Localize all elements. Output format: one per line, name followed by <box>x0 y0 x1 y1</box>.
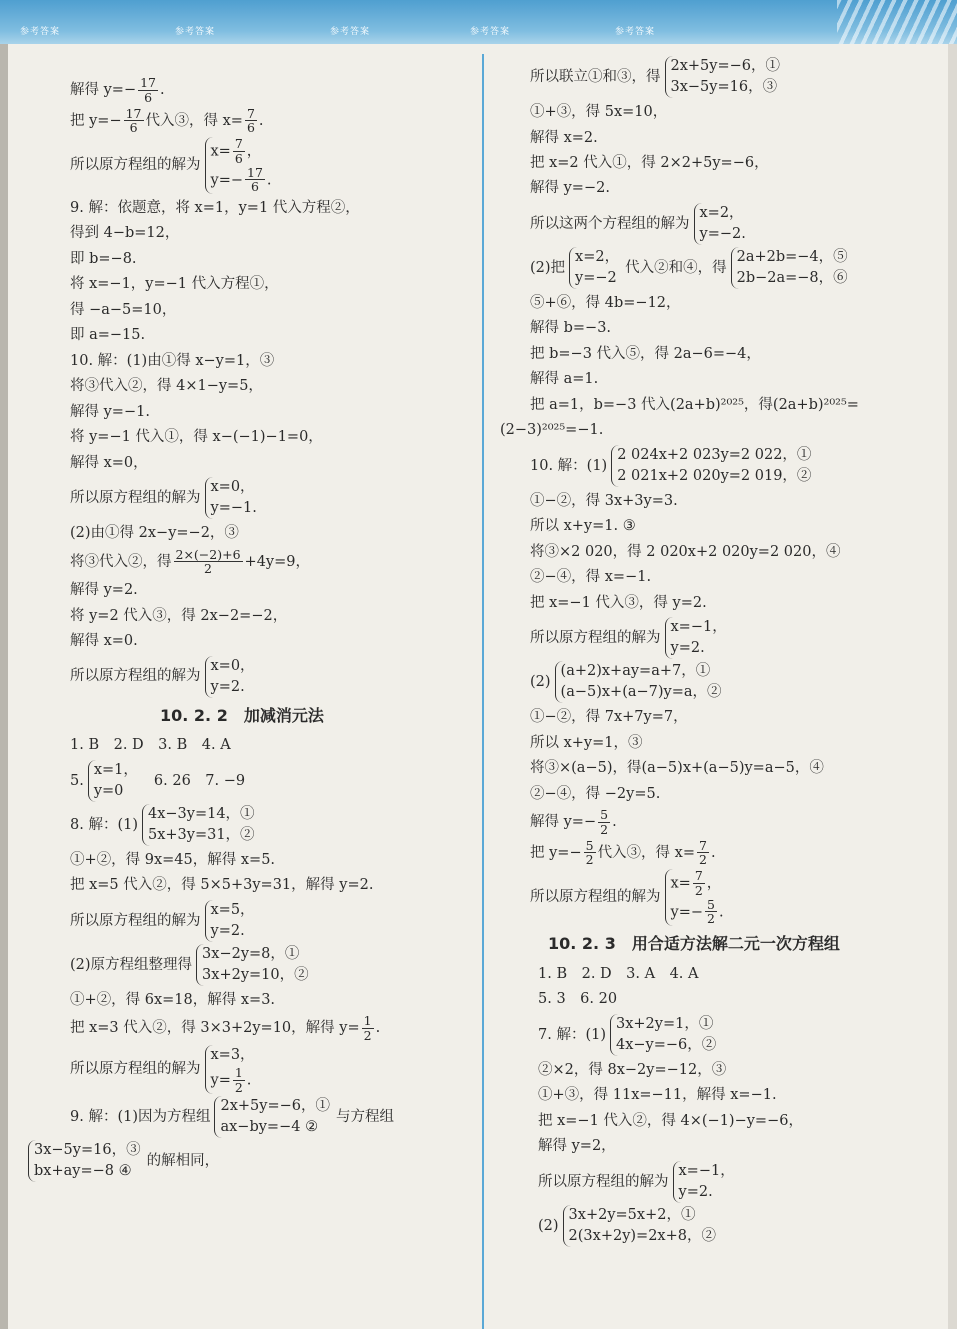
text-line: ①+③，得 11x=−11，解得 x=−1. <box>538 1087 777 1104</box>
text-line: 把 x=−1 代入③，得 y=2. <box>530 594 707 611</box>
equation-system: x=−1， y=2. <box>673 1161 737 1203</box>
text-line: ②−④，得 x=−1. <box>530 569 652 586</box>
header-stripes <box>837 0 957 44</box>
right-column <box>500 54 938 1249</box>
section-heading: 10. 2. 3 用合适方法解二元一次方程组 <box>548 934 840 954</box>
text-line: 所以 x+y=1，③ <box>530 734 643 751</box>
page-edge <box>0 44 8 1329</box>
text-line: 解得 y=− $\frac{17}{6}$ . <box>70 75 165 105</box>
fraction: $\frac{17}{6}$ <box>125 105 142 136</box>
fraction: $\frac{5}{2}$ <box>585 837 594 868</box>
equation-system: x= $\frac{7}{6}$ ， y=− $\frac{17}{6}$ . <box>205 137 274 194</box>
text-line: 解得 x=2. <box>530 129 598 146</box>
text-line: ①+③，得 5x=10， <box>530 104 668 121</box>
text-line: 把 y=− $\frac{5}{2}$ 代入③，得 x= $\frac{7}{2}$ . <box>530 837 716 868</box>
text-line: 把 a=1，b=−3 代入(2a+b)²⁰²⁵，得(2a+b)²⁰²⁵= <box>530 396 859 413</box>
equation-system: x=1， y=0 <box>88 760 140 802</box>
text-line: 解得 y=− $\frac{5}{2}$ . <box>530 807 617 837</box>
text-line: ⑤+⑥，得 4b=−12， <box>530 294 681 311</box>
text-line: 7. 解：(1) 3x+2y=1，① 4x−y=−6，② <box>538 1014 938 1056</box>
answer-line: 5. 3 6. 20 <box>538 991 618 1008</box>
text-line: 9. 解：(1)因为方程组 2x+5y=−6，① ax−by=−4 ② 与方程组 <box>70 1096 470 1138</box>
equation-system: x=2， y=−2 <box>569 247 621 289</box>
text-line: 把 y=− $\frac{17}{6}$ 代入③，得 x= $\frac{7}{6}$ . <box>70 105 264 136</box>
column-divider <box>482 54 484 1329</box>
text-line: 解得 y=−1. <box>70 403 150 420</box>
header-tab: 参考答案 <box>615 27 656 37</box>
text-line: 所以 x+y=1. ③ <box>530 518 636 535</box>
text-line: 解得 y=2， <box>538 1138 616 1155</box>
text-line: 10. 解：(1) 2 024x+2 023y=2 022，① 2 021x+2 020y=2 019，② <box>530 445 938 487</box>
text-line: 得到 4−b=12， <box>70 225 180 242</box>
text-line: 解得 x=0. <box>70 633 138 650</box>
solution-line: 所以原方程组的解为 x= $\frac{7}{2}$ ， y=− $\frac{5}{2}$ . <box>530 868 724 927</box>
solution-line: 所以原方程组的解为 x=−1， y=2. <box>530 617 938 659</box>
text-line: ①−②，得 7x+7y=7， <box>530 709 688 726</box>
equation-system: x=2， y=−2. <box>694 203 748 245</box>
fraction: $\frac{5}{2}$ <box>600 807 609 837</box>
text-line: 得 −a−5=10， <box>70 301 177 318</box>
equation-system: 3x+2y=5x+2，① 2(3x+2y)=2x+8，② <box>563 1205 718 1247</box>
text-line: 8. 解：(1) 4x−3y=14，① 5x+3y=31，② <box>70 804 470 846</box>
equation-system: x=0， y=2. <box>205 656 257 698</box>
text-line: 将 y=−1 代入①，得 x−(−1)−1=0， <box>70 429 323 446</box>
header-tab: 参考答案 <box>20 27 61 37</box>
text-line: 将③×2 020，得 2 020x+2 020y=2 020，④ <box>530 543 841 560</box>
text-line: 解得 y=−2. <box>530 180 610 197</box>
equation-system: x=−1， y=2. <box>665 617 729 659</box>
solution-line: 所以原方程组的解为 x= $\frac{7}{6}$ ， y=− $\frac{17}{6}$ . <box>70 136 272 195</box>
text-line: 10. 解：(1)由①得 x−y=1，③ <box>70 352 275 369</box>
header-tab: 参考答案 <box>470 27 511 37</box>
text-line: 把 x=−1 代入②，得 4×(−1)−y=−6， <box>538 1112 803 1129</box>
text-line: 把 x=2 代入①，得 2×2+5y=−6， <box>530 154 769 171</box>
equation-system: x=0， y=−1. <box>205 477 259 519</box>
answer-line: 1. B 2. D 3. B 4. A <box>70 737 231 754</box>
fraction: $\frac{17}{6}$ <box>140 75 157 105</box>
text-line: 所以联立①和③，得 2x+5y=−6，① 3x−5y=16，③ <box>530 56 938 98</box>
text-line: 把 x=5 代入②，得 5×5+3y=31，解得 y=2. <box>70 877 374 894</box>
text-line: 将③代入②，得 $\frac{2\times(-2)+6}{2}$ +4y=9， <box>70 546 310 577</box>
text-line: (2) (a+2)x+ay=a+7，① (a−5)x+(a−7)y=a，② <box>530 661 938 703</box>
header-tab: 参考答案 <box>175 27 216 37</box>
equation-system: (a+2)x+ay=a+7，① (a−5)x+(a−7)y=a，② <box>555 661 724 703</box>
fraction: $\frac{2\times(-2)+6}{2}$ <box>175 546 241 577</box>
fraction: $\frac{1}{2}$ <box>363 1013 372 1044</box>
section-heading: 10. 2. 2 加减消元法 <box>160 705 324 725</box>
equation-system: 2x+5y=−6，① 3x−5y=16，③ <box>665 56 783 98</box>
equation-system: 3x−5y=16，③ bx+ay=−8 ④ <box>28 1140 143 1182</box>
fraction: $\frac{7}{2}$ <box>699 837 707 868</box>
text-line: 将③代入②，得 4×1−y=5， <box>70 378 263 395</box>
answer-line: 5. x=1， y=0 6. 26 7. −9 <box>70 760 470 802</box>
text-line: 解得 y=2. <box>70 582 138 599</box>
equation-system: 2 024x+2 023y=2 022，① 2 021x+2 020y=2 019，② <box>611 445 813 487</box>
text-line: 将③×(a−5)，得(a−5)x+(a−5)y=a−5，④ <box>530 760 824 777</box>
text-line: 解得 x=0， <box>70 454 148 471</box>
text-line: (2)由①得 2x−y=−2，③ <box>70 525 239 542</box>
equation-system: 4x−3y=14，① 5x+3y=31，② <box>142 804 257 846</box>
equation-system: x=3， y= $\frac{1}{2}$ . <box>205 1045 257 1095</box>
equation-system: 3x+2y=1，① 4x−y=−6，② <box>610 1014 718 1056</box>
text-line: ①−②，得 3x+3y=3. <box>530 492 678 509</box>
text-line: ②×2，得 8x−2y=−12，③ <box>538 1061 727 1078</box>
solution-line: 所以原方程组的解为 x=0， y=2. <box>70 656 470 698</box>
text-line: ①+②，得 6x=18，解得 x=3. <box>70 991 276 1008</box>
text-line: 解得 b=−3. <box>530 320 612 337</box>
answer-line: 1. B 2. D 3. A 4. A <box>538 965 699 982</box>
text-line: (2)原方程组整理得 3x−2y=8，① 3x+2y=10，② <box>70 944 470 986</box>
text-line: (2)把 x=2， y=−2 代入②和④，得 2a+2b=−4，⑤ 2b−2a=−8，⑥ <box>530 247 938 289</box>
equation-system: 2a+2b=−4，⑤ 2b−2a=−8，⑥ <box>731 247 850 289</box>
text-line: 即 a=−15. <box>70 327 146 344</box>
equation-system: 2x+5y=−6，① ax−by=−4 ② <box>214 1096 332 1138</box>
solution-line: 所以原方程组的解为 x=0， y=−1. <box>70 477 470 519</box>
header-band <box>0 0 957 44</box>
text-line: 解得 a=1. <box>530 371 599 388</box>
text-line: 9. 解：依题意，将 x=1，y=1 代入方程②， <box>70 200 360 216</box>
text-line: 将 y=2 代入③，得 2x−2=−2， <box>70 607 288 624</box>
text-line: 将 x=−1，y=−1 代入方程①， <box>70 276 279 293</box>
left-column <box>34 74 470 1184</box>
text-line: ②−④，得 −2y=5. <box>530 785 661 802</box>
equation-system: 3x−2y=8，① 3x+2y=10，② <box>196 944 311 986</box>
fraction: $\frac{7}{6}$ <box>246 105 255 136</box>
text-line: 把 x=3 代入②，得 3×3+2y=10，解得 y= $\frac{1}{2}$ . <box>70 1013 381 1044</box>
solution-line: 所以原方程组的解为 x=−1， y=2. <box>538 1161 938 1203</box>
solution-line: 所以原方程组的解为 x=5， y=2. <box>70 900 470 942</box>
equation-system: x=5， y=2. <box>205 900 257 942</box>
text-line: (2−3)²⁰²⁵=−1. <box>500 422 604 439</box>
solution-line: 所以这两个方程组的解为 x=2， y=−2. <box>530 203 938 245</box>
equation-system: x= $\frac{7}{2}$ ， y=− $\frac{5}{2}$ . <box>665 869 726 926</box>
text-line: 3x−5y=16，③ bx+ay=−8 ④ 的解相同， <box>24 1140 470 1182</box>
solution-line: 所以原方程组的解为 x=3， y= $\frac{1}{2}$ . <box>70 1046 255 1095</box>
text-line: 把 b=−3 代入⑤，得 2a−6=−4， <box>530 345 761 362</box>
text-line: ①+②，得 9x=45，解得 x=5. <box>70 851 276 868</box>
header-tab: 参考答案 <box>330 27 371 37</box>
text-line: 即 b=−8. <box>70 250 137 267</box>
text-line: (2) 3x+2y=5x+2，① 2(3x+2y)=2x+8，② <box>538 1205 938 1247</box>
